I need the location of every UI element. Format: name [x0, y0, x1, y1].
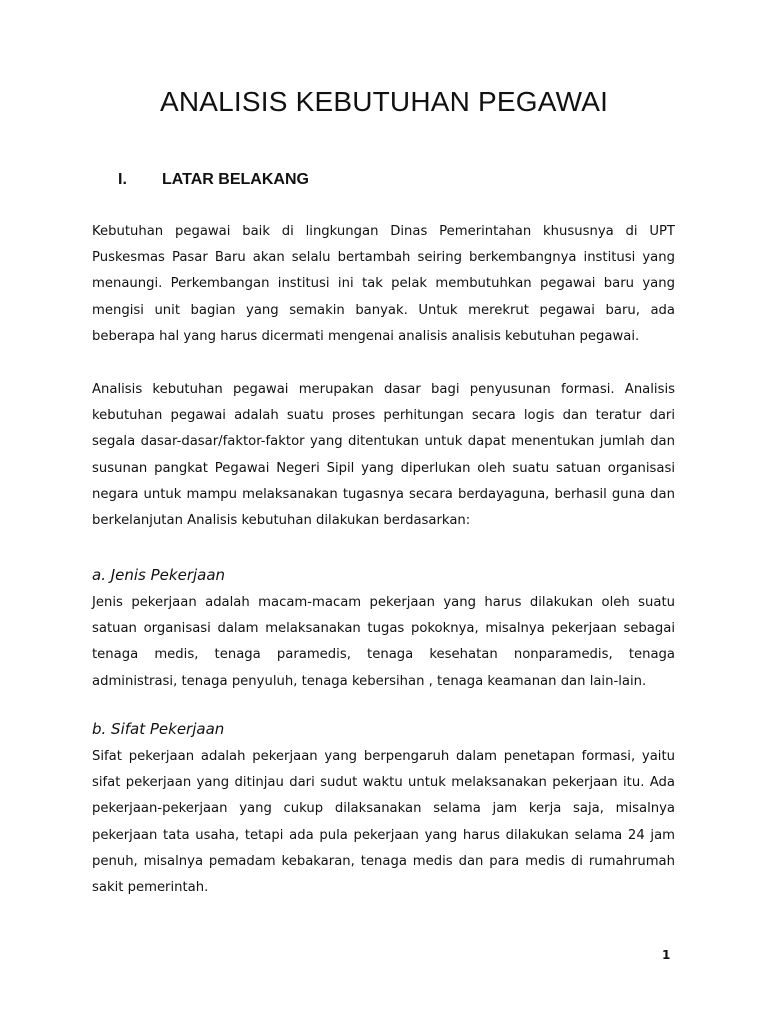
subsection-text-sifat: Sifat pekerjaan adalah pekerjaan yang berpengaruh dalam penetapan formasi, yaitu sifat pekerjaan yang ditinjau dari sudut waktu untuk melaksanakan pekerjaan itu. Ada pekerjaan-pekerjaan yang cukup dilaksanakan selama jam kerja saja, misalnya pekerjaan tata usaha, tetapi ada pula pekerjaan yang harus dilakukan selama 24 jam penuh, misalnya pemadam kebakaran, tenaga medis dan para medis di rumahrumah sakit pemerintah.	[92, 749, 675, 896]
section-title: LATAR BELAKANG	[162, 171, 309, 188]
document-title: ANALISIS KEBUTUHAN PEGAWAI	[159, 86, 609, 117]
paragraph-1: Kebutuhan pegawai baik di lingkungan Dinas Pemerintahan khususnya di UPT Puskesmas Pasar Baru akan selalu bertambah seiring berkembangnya institusi yang menaungi. Perkembangan institusi ini tak pelak membutuhkan pegawai baru yang mengisi unit bagian yang semakin banyak. Untuk merekrut pegawai baru, ada beberapa hal yang harus dicermati mengenai analisis analisis kebutuhan pegawai.	[92, 224, 675, 344]
section-heading	[118, 171, 309, 189]
subsection-heading-jenis: a. Jenis Pekerjaan	[92, 566, 226, 584]
subsection-heading-sifat: b. Sifat Pekerjaan	[92, 720, 225, 738]
subsection-text-jenis: Jenis pekerjaan adalah macam-macam pekerjaan yang harus dilakukan oleh suatu satuan organisasi dalam melaksanakan tugas pokoknya, misalnya pekerjaan sebagai tenaga medis, tenaga paramedis, tenaga kesehatan nonparamedis, tenaga administrasi, tenaga penyuluh, tenaga kebersihan , tenaga keamanan dan lain-lain.	[92, 595, 675, 689]
paragraph-2: Analisis kebutuhan pegawai merupakan dasar bagi penyusunan formasi. Analisis kebutuhan pegawai adalah suatu proses perhitungan secara logis dan teratur dari segala dasar-dasar/faktor-faktor yang ditentukan untuk dapat menentukan jumlah dan susunan pangkat Pegawai Negeri Sipil yang diperlukan oleh suatu satuan organisasi negara untuk mampu melaksanakan tugasnya secara berdayaguna, berhasil guna dan berkelanjutan Analisis kebutuhan dilakukan berdasarkan:	[92, 382, 675, 529]
page-number: 1	[662, 948, 671, 962]
section-number: I.	[118, 171, 127, 188]
